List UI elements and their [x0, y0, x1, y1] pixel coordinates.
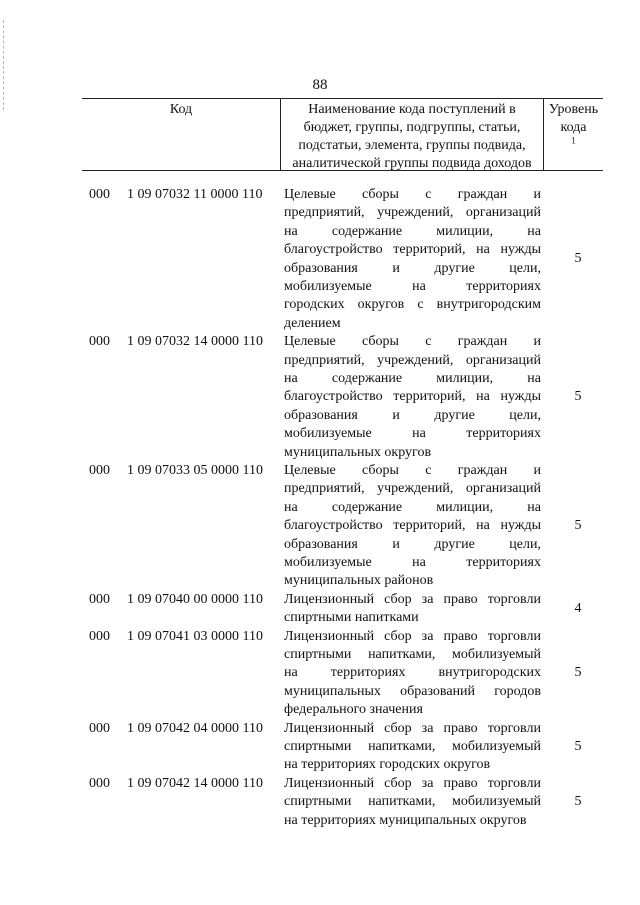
row-income-name [284, 775, 541, 830]
row-name-line [284, 407, 541, 425]
row-name-line [284, 223, 541, 241]
row-name-word: округов [357, 297, 405, 313]
header-level-word: кода [560, 120, 587, 135]
row-name-word: на [476, 242, 490, 258]
row-name-word: на [527, 499, 541, 515]
row-name-word: другие [434, 260, 475, 276]
row-name-word: учреждений, [377, 481, 454, 497]
row-name-word: благоустройство [284, 242, 383, 258]
row-name-word: и [533, 187, 541, 202]
row-name-word: на [527, 371, 541, 386]
row-name-line [284, 536, 541, 554]
row-name-word: торговли [487, 591, 541, 607]
row-level: 5 [574, 665, 582, 681]
row-name-word: право [443, 775, 478, 791]
row-name-word: мобилизуемый [452, 794, 541, 810]
row-name-word: за [421, 720, 434, 736]
row-income-code: 1 09 07033 05 0000 110 [127, 463, 263, 478]
row-name-word: на [284, 665, 298, 681]
row-name-word: муниципальных [284, 683, 381, 699]
row-name-word: за [421, 628, 434, 644]
row-name-line: спиртными напитками [284, 610, 419, 626]
row-name-word: граждан [457, 187, 508, 202]
row-name-word: право [443, 720, 478, 736]
row-name-word: граждан [457, 334, 508, 350]
row-name-word: и [392, 407, 400, 423]
row-name-word: цели, [509, 536, 541, 552]
row-name-word: сбор [384, 628, 412, 644]
row-name-line [284, 480, 541, 498]
row-admin-code: 000 [89, 187, 110, 202]
row-level: 5 [574, 794, 582, 810]
row-level: 5 [574, 251, 582, 267]
row-name-word: мобилизуемый [452, 739, 541, 754]
row-name-line [284, 462, 541, 480]
row-name-word: и [392, 536, 400, 552]
header-level-line: Уровень [548, 102, 599, 117]
row-name-word: учреждений, [377, 205, 454, 221]
row-name-word: территорий, [393, 518, 466, 534]
row-name-word: мобилизуемые [284, 426, 372, 442]
row-name-line [284, 204, 541, 222]
row-name-line [284, 278, 541, 296]
row-name-word: внутригородских [438, 665, 541, 681]
header-level-line [544, 119, 603, 155]
row-name-line [284, 628, 541, 646]
row-name-word: на [284, 223, 298, 239]
row-name-word: учреждений, [377, 352, 454, 368]
row-name-word: милиции, [436, 499, 494, 515]
row-name-word: на [284, 371, 298, 386]
header-code: Код [169, 102, 193, 117]
row-name-word: с [425, 334, 432, 350]
row-income-name [284, 333, 541, 462]
row-name-word: мобилизуемый [452, 647, 541, 662]
row-name-line [284, 186, 541, 204]
row-name-word: спиртными [284, 794, 352, 810]
row-name-word: территориях [330, 665, 406, 681]
row-admin-code: 000 [89, 463, 110, 478]
row-name-word: нужды [500, 518, 541, 534]
row-name-line [284, 775, 541, 793]
row-name-line [284, 720, 541, 738]
row-name-word: содержание [331, 223, 403, 239]
row-name-line [284, 646, 541, 664]
row-name-word: право [443, 628, 478, 644]
row-admin-code: 000 [89, 720, 110, 736]
row-name-line [284, 683, 541, 701]
row-name-word: предприятий, [284, 352, 365, 368]
row-name-word: внутригородским [436, 297, 541, 313]
row-name-word: сбор [384, 591, 412, 607]
row-name-word: сборы [362, 187, 399, 202]
row-name-line [284, 591, 541, 609]
row-name-word: образования [284, 407, 358, 423]
row-name-word: милиции, [436, 223, 494, 239]
row-income-code: 1 09 07041 03 0000 110 [127, 628, 263, 644]
table-header [82, 98, 603, 171]
row-income-name [284, 591, 541, 628]
row-name-word: торговли [487, 628, 541, 644]
row-name-line: федерального значения [284, 702, 423, 718]
row-name-word: Целевые [284, 463, 336, 478]
row-name-word: с [425, 463, 432, 478]
row-name-line: муниципальных районов [284, 573, 434, 589]
row-name-word: на [476, 518, 490, 534]
row-name-line [284, 738, 541, 756]
row-name-word: на [476, 389, 490, 405]
row-name-word: сборы [362, 463, 399, 478]
row-name-word: территорий, [393, 242, 466, 258]
row-name-word: цели, [509, 407, 541, 423]
row-name-line [284, 664, 541, 682]
row-name-word: территориях [466, 279, 541, 295]
row-name-word: за [421, 591, 434, 607]
row-name-line [284, 517, 541, 535]
row-name-word: на [412, 555, 426, 571]
row-name-word: Целевые [284, 334, 336, 350]
row-name-word: Целевые [284, 187, 336, 202]
row-name-word: благоустройство [284, 518, 383, 534]
row-name-word: организаций [465, 352, 541, 368]
row-name-word: Лицензионный [284, 720, 375, 736]
header-name-line: Наименование кода поступлений в [308, 102, 516, 117]
header-level [544, 99, 603, 170]
row-name-line: делением [284, 315, 341, 331]
row-name-word: сбор [384, 720, 412, 736]
row-admin-code: 000 [89, 775, 110, 791]
row-name-word: с [417, 297, 424, 313]
row-name-line [284, 241, 541, 259]
row-income-name [284, 186, 541, 333]
row-name-line: муниципальных округов [284, 444, 432, 460]
row-name-word: образования [284, 536, 358, 552]
row-name-word: организаций [465, 481, 541, 497]
row-name-word: право [443, 591, 478, 607]
row-name-word: сбор [384, 775, 412, 791]
row-level: 5 [574, 738, 582, 754]
row-name-line: на территориях муниципальных округов [284, 812, 527, 828]
row-level: 5 [574, 518, 582, 534]
row-name-word: торговли [487, 720, 541, 736]
row-admin-code: 000 [89, 591, 110, 607]
row-name-word: территориях [466, 426, 541, 442]
row-name-word: мобилизуемые [284, 555, 372, 571]
row-income-name [284, 462, 541, 591]
row-name-word: Лицензионный [284, 591, 375, 607]
row-name-word: и [392, 260, 400, 276]
row-name-line [284, 425, 541, 443]
row-name-word: образований [400, 683, 476, 699]
row-name-word: на [412, 426, 426, 442]
row-name-word: организаций [465, 205, 541, 221]
row-name-line [284, 370, 541, 388]
row-name-word: на [412, 279, 426, 295]
row-name-word: содержание [331, 499, 403, 515]
row-name-word: нужды [500, 389, 541, 405]
row-name-word: территориях [466, 555, 541, 571]
row-name-word: Лицензионный [284, 628, 375, 644]
row-income-name [284, 720, 541, 775]
row-name-word: другие [434, 536, 475, 552]
row-name-word: спиртными [284, 647, 352, 662]
header-name-line: аналитической группы подвида доходов [292, 156, 532, 171]
row-name-word: торговли [487, 775, 541, 791]
scan-edge-mark [3, 20, 5, 110]
row-level: 5 [574, 389, 582, 405]
row-name-line [284, 296, 541, 314]
row-name-word: предприятий, [284, 481, 365, 497]
row-name-word: спиртными [284, 739, 352, 754]
row-name-line [284, 499, 541, 517]
row-name-line [284, 793, 541, 811]
row-name-word: нужды [500, 242, 541, 258]
header-name [280, 99, 544, 170]
row-name-word: другие [434, 407, 475, 423]
header-name-line: бюджет, группы, подгруппы, статьи, [303, 120, 521, 135]
row-admin-code: 000 [89, 628, 110, 644]
row-name-word: цели, [509, 260, 541, 276]
row-name-line [284, 333, 541, 351]
row-name-word: городских [284, 297, 345, 313]
row-name-word: мобилизуемые [284, 279, 372, 295]
row-admin-code: 000 [89, 334, 110, 350]
row-name-line [284, 260, 541, 278]
row-name-line: на территориях городских округов [284, 757, 491, 773]
row-income-code: 1 09 07042 14 0000 110 [127, 775, 263, 791]
page-number: 88 [312, 77, 328, 93]
row-name-word: напитками, [368, 647, 436, 662]
row-name-word: напитками, [368, 794, 436, 810]
row-name-word: содержание [331, 371, 403, 386]
row-income-code: 1 09 07042 04 0000 110 [127, 720, 263, 736]
row-name-word: образования [284, 260, 358, 276]
row-income-code: 1 09 07032 14 0000 110 [127, 334, 263, 350]
row-income-code: 1 09 07032 11 0000 110 [127, 187, 263, 202]
row-name-word: Лицензионный [284, 775, 375, 791]
row-name-word: предприятий, [284, 205, 365, 221]
row-name-line [284, 388, 541, 406]
row-name-word: городов [494, 683, 541, 699]
row-name-word: сборы [362, 334, 399, 350]
row-name-word: напитками, [368, 739, 436, 754]
row-income-name [284, 628, 541, 720]
row-name-word: на [284, 499, 298, 515]
row-name-word: благоустройство [284, 389, 383, 405]
row-name-line [284, 352, 541, 370]
row-name-word: с [425, 187, 432, 202]
footnote-marker: 1 [571, 135, 576, 146]
row-name-word: за [421, 775, 434, 791]
row-name-line [284, 554, 541, 572]
row-income-code: 1 09 07040 00 0000 110 [127, 591, 263, 607]
row-name-word: территорий, [393, 389, 466, 405]
row-name-word: и [533, 334, 541, 350]
row-name-word: граждан [457, 463, 508, 478]
row-name-word: на [527, 223, 541, 239]
row-name-word: и [533, 463, 541, 478]
header-name-line: подстатьи, элемента, группы подвида, [298, 138, 526, 153]
row-name-word: милиции, [436, 371, 494, 386]
row-level: 4 [574, 600, 582, 616]
